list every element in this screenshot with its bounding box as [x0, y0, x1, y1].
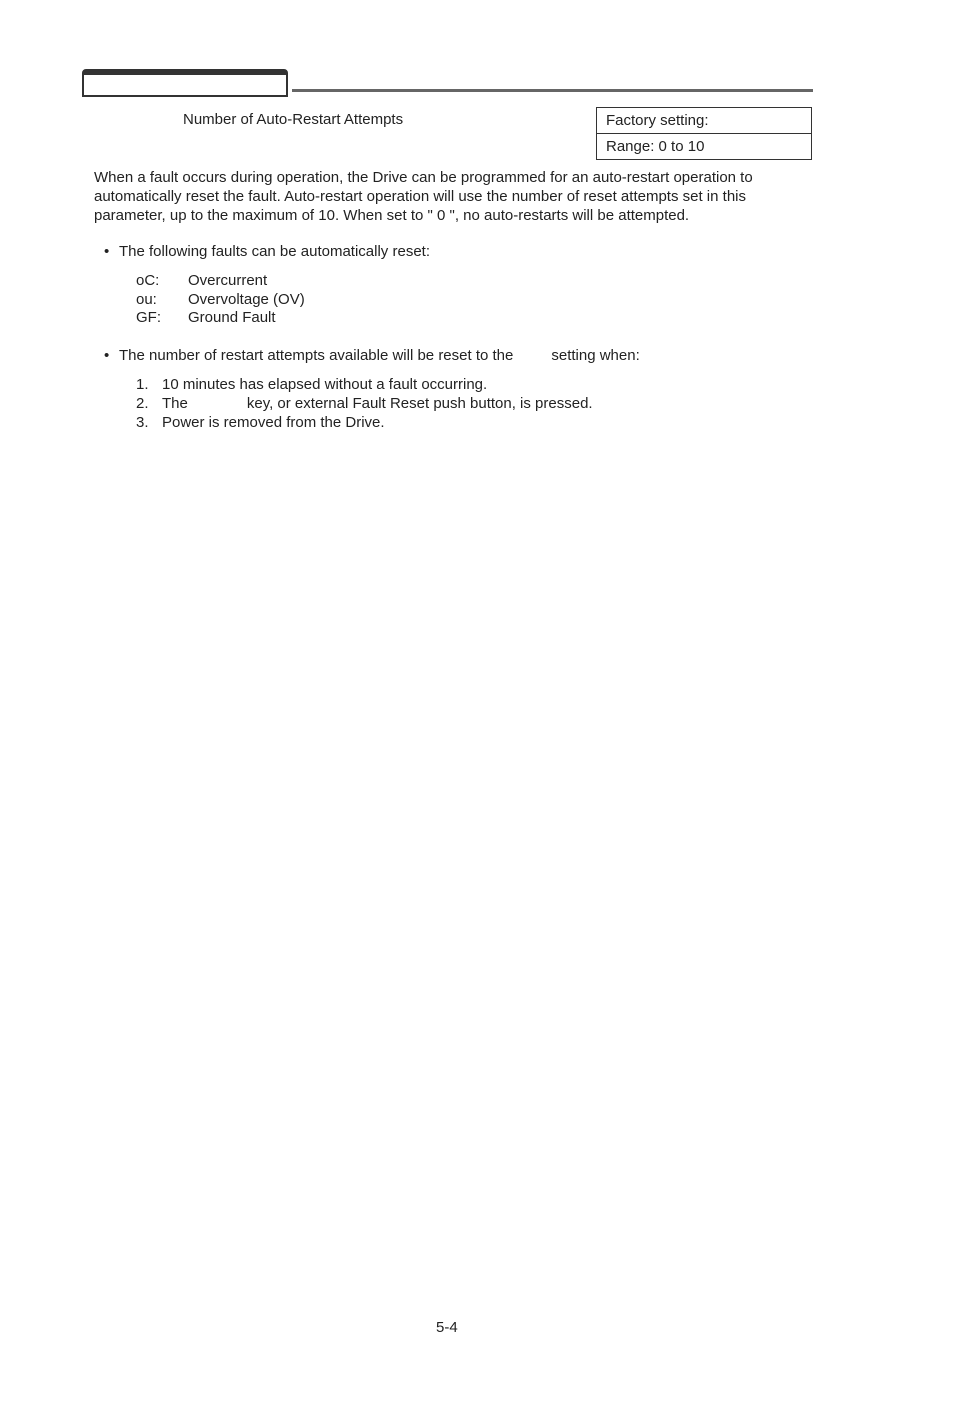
bullet-symbol: •	[104, 243, 110, 260]
header-rule	[292, 89, 813, 92]
list-number: 2.	[136, 395, 149, 412]
list-item	[136, 413, 593, 432]
factory-setting: Factory setting:	[597, 108, 811, 134]
page-number: 5-4	[436, 1319, 458, 1336]
bullet-text: The following faults can be automatically reset:	[119, 243, 430, 260]
fault-code: oC:	[136, 272, 160, 289]
fault-code-row	[136, 272, 305, 291]
fault-code-row	[136, 291, 305, 310]
parameter-spec-box	[596, 107, 812, 160]
list-text: The	[162, 395, 188, 412]
bullet-text: The number of restart attempts available will be reset to the	[119, 347, 514, 364]
parameter-title: Number of Auto-Restart Attempts	[183, 111, 404, 128]
bullet-text: setting when:	[551, 347, 640, 364]
fault-code: ou:	[136, 290, 157, 308]
list-text: 10 minutes has elapsed without a fault occurring.	[162, 376, 488, 393]
fault-code-list	[136, 272, 305, 328]
fault-name: Overcurrent	[188, 272, 268, 289]
fault-name: Overvoltage (OV)	[188, 290, 305, 308]
list-number: 1.	[136, 376, 149, 393]
list-item	[136, 375, 593, 394]
list-number: 3.	[136, 414, 149, 431]
reset-condition-list	[136, 375, 593, 432]
list-text: Power is removed from the Drive.	[162, 414, 385, 431]
list-text: key, or external Fault Reset push button, is pressed.	[246, 395, 593, 412]
bullet-item	[104, 243, 430, 260]
description-paragraph: When a fault occurs during operation, the Drive can be programmed for an auto-restart operation to automatically reset the fault. Auto-restart operation will use the number of reset attempts set in this parameter, up to the maximum of 10. When set to " 0 ", no auto-restarts will be attempted.	[94, 169, 753, 224]
fault-code: GF:	[136, 309, 161, 326]
section-header-tab	[82, 69, 288, 97]
bullet-item	[104, 347, 640, 364]
fault-code-row	[136, 309, 305, 328]
bullet-symbol: •	[104, 347, 110, 364]
list-item	[136, 394, 593, 413]
fault-name: Ground Fault	[188, 309, 276, 326]
parameter-range: Range: 0 to 10	[606, 138, 705, 155]
